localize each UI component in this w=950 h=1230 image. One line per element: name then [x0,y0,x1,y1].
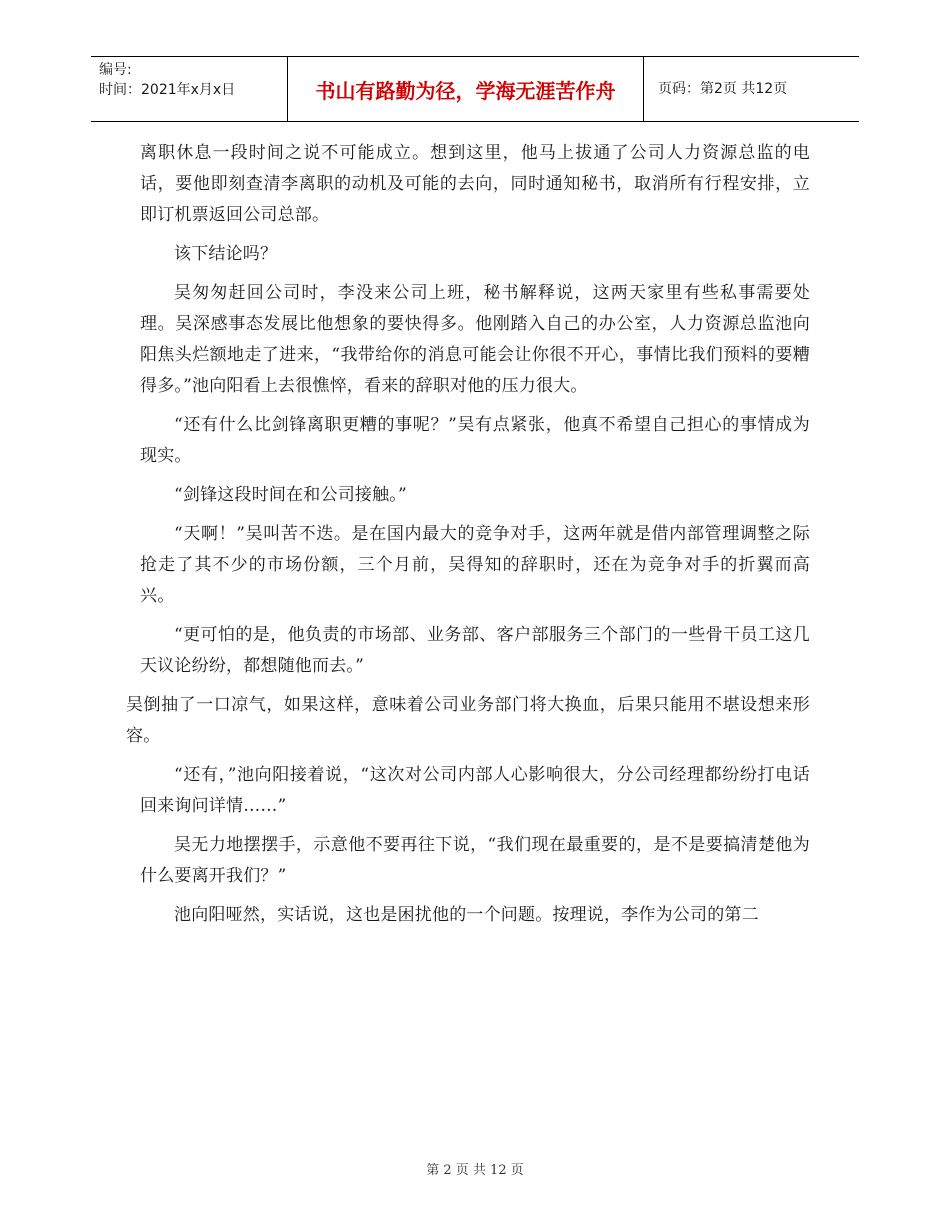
header-motto: 书山有路勤为径，学海无涯苦作舟 [287,57,644,121]
document-time-label: 时间：2021年x月x日 [99,82,236,98]
paragraph: 离职休息一段时间之说不可能成立。想到这里，他马上拔通了公司人力资源总监的电话，要他即刻查清李离职的动机及可能的去向，同时通知秘书，取消所有行程安排，立即订机票返回公司总部。 [140,143,810,225]
header-meta [99,60,235,100]
document-body [126,138,810,939]
paragraph: “剑锋这段时间在和公司接触。” [174,485,407,505]
paragraph: “天啊！”吴叫苦不迭。是在国内最大的竞争对手，这两年就是借内部管理调整之际抢走了其不少的市场份额，三个月前，吴得知的辞职时，还在为竞争对手的折翼而高兴。 [140,524,810,606]
paragraph: 吴倒抽了一口凉气，如果这样，意味着公司业务部门将大换血，后果只能用不堪设想来形容。 [126,695,810,746]
paragraph: 池向阳哑然，实话说，这也是困扰他的一个问题。按理说，李作为公司的第二 [174,905,759,925]
page-footer: 第 2 页 共 12 页 [426,1163,524,1178]
paragraph: “还有什么比剑锋离职更糟的事呢？”吴有点紧张，他真不希望自己担心的事情成为现实。 [140,415,810,466]
paragraph: 吴无力地摆摆手，示意他不要再往下说，“我们现在最重要的，是不是要搞清楚他为什么要离开我们？” [140,835,810,886]
paragraph: 该下结论吗？ [174,244,278,264]
paragraph: 吴匆匆赶回公司时，李没来公司上班，秘书解释说，这两天家里有些私事需要处理。吴深感事态发展比他想象的要快得多。他刚踏入自己的办公室，人力资源总监池向阳焦头烂额地走了进来，“我带给你的消息可能会让你很不开心，事情比我们预料的要糟得多。”池向阳看上去很憔悴，看来的辞职对他的压力很大。 [140,283,810,396]
header-page-info: 页码：第2页 共12页 [658,81,788,97]
document-number-label: 编号: [99,62,132,78]
paragraph: “更可怕的是，他负责的市场部、业务部、客户部服务三个部门的一些骨干员工这几天议论纷纷，都想随他而去。” [140,625,810,676]
page-header [91,56,859,122]
paragraph: “还有，”池向阳接着说，“这次对公司内部人心影响很大，分公司经理都纷纷打电话回来询问详情……” [140,765,810,816]
